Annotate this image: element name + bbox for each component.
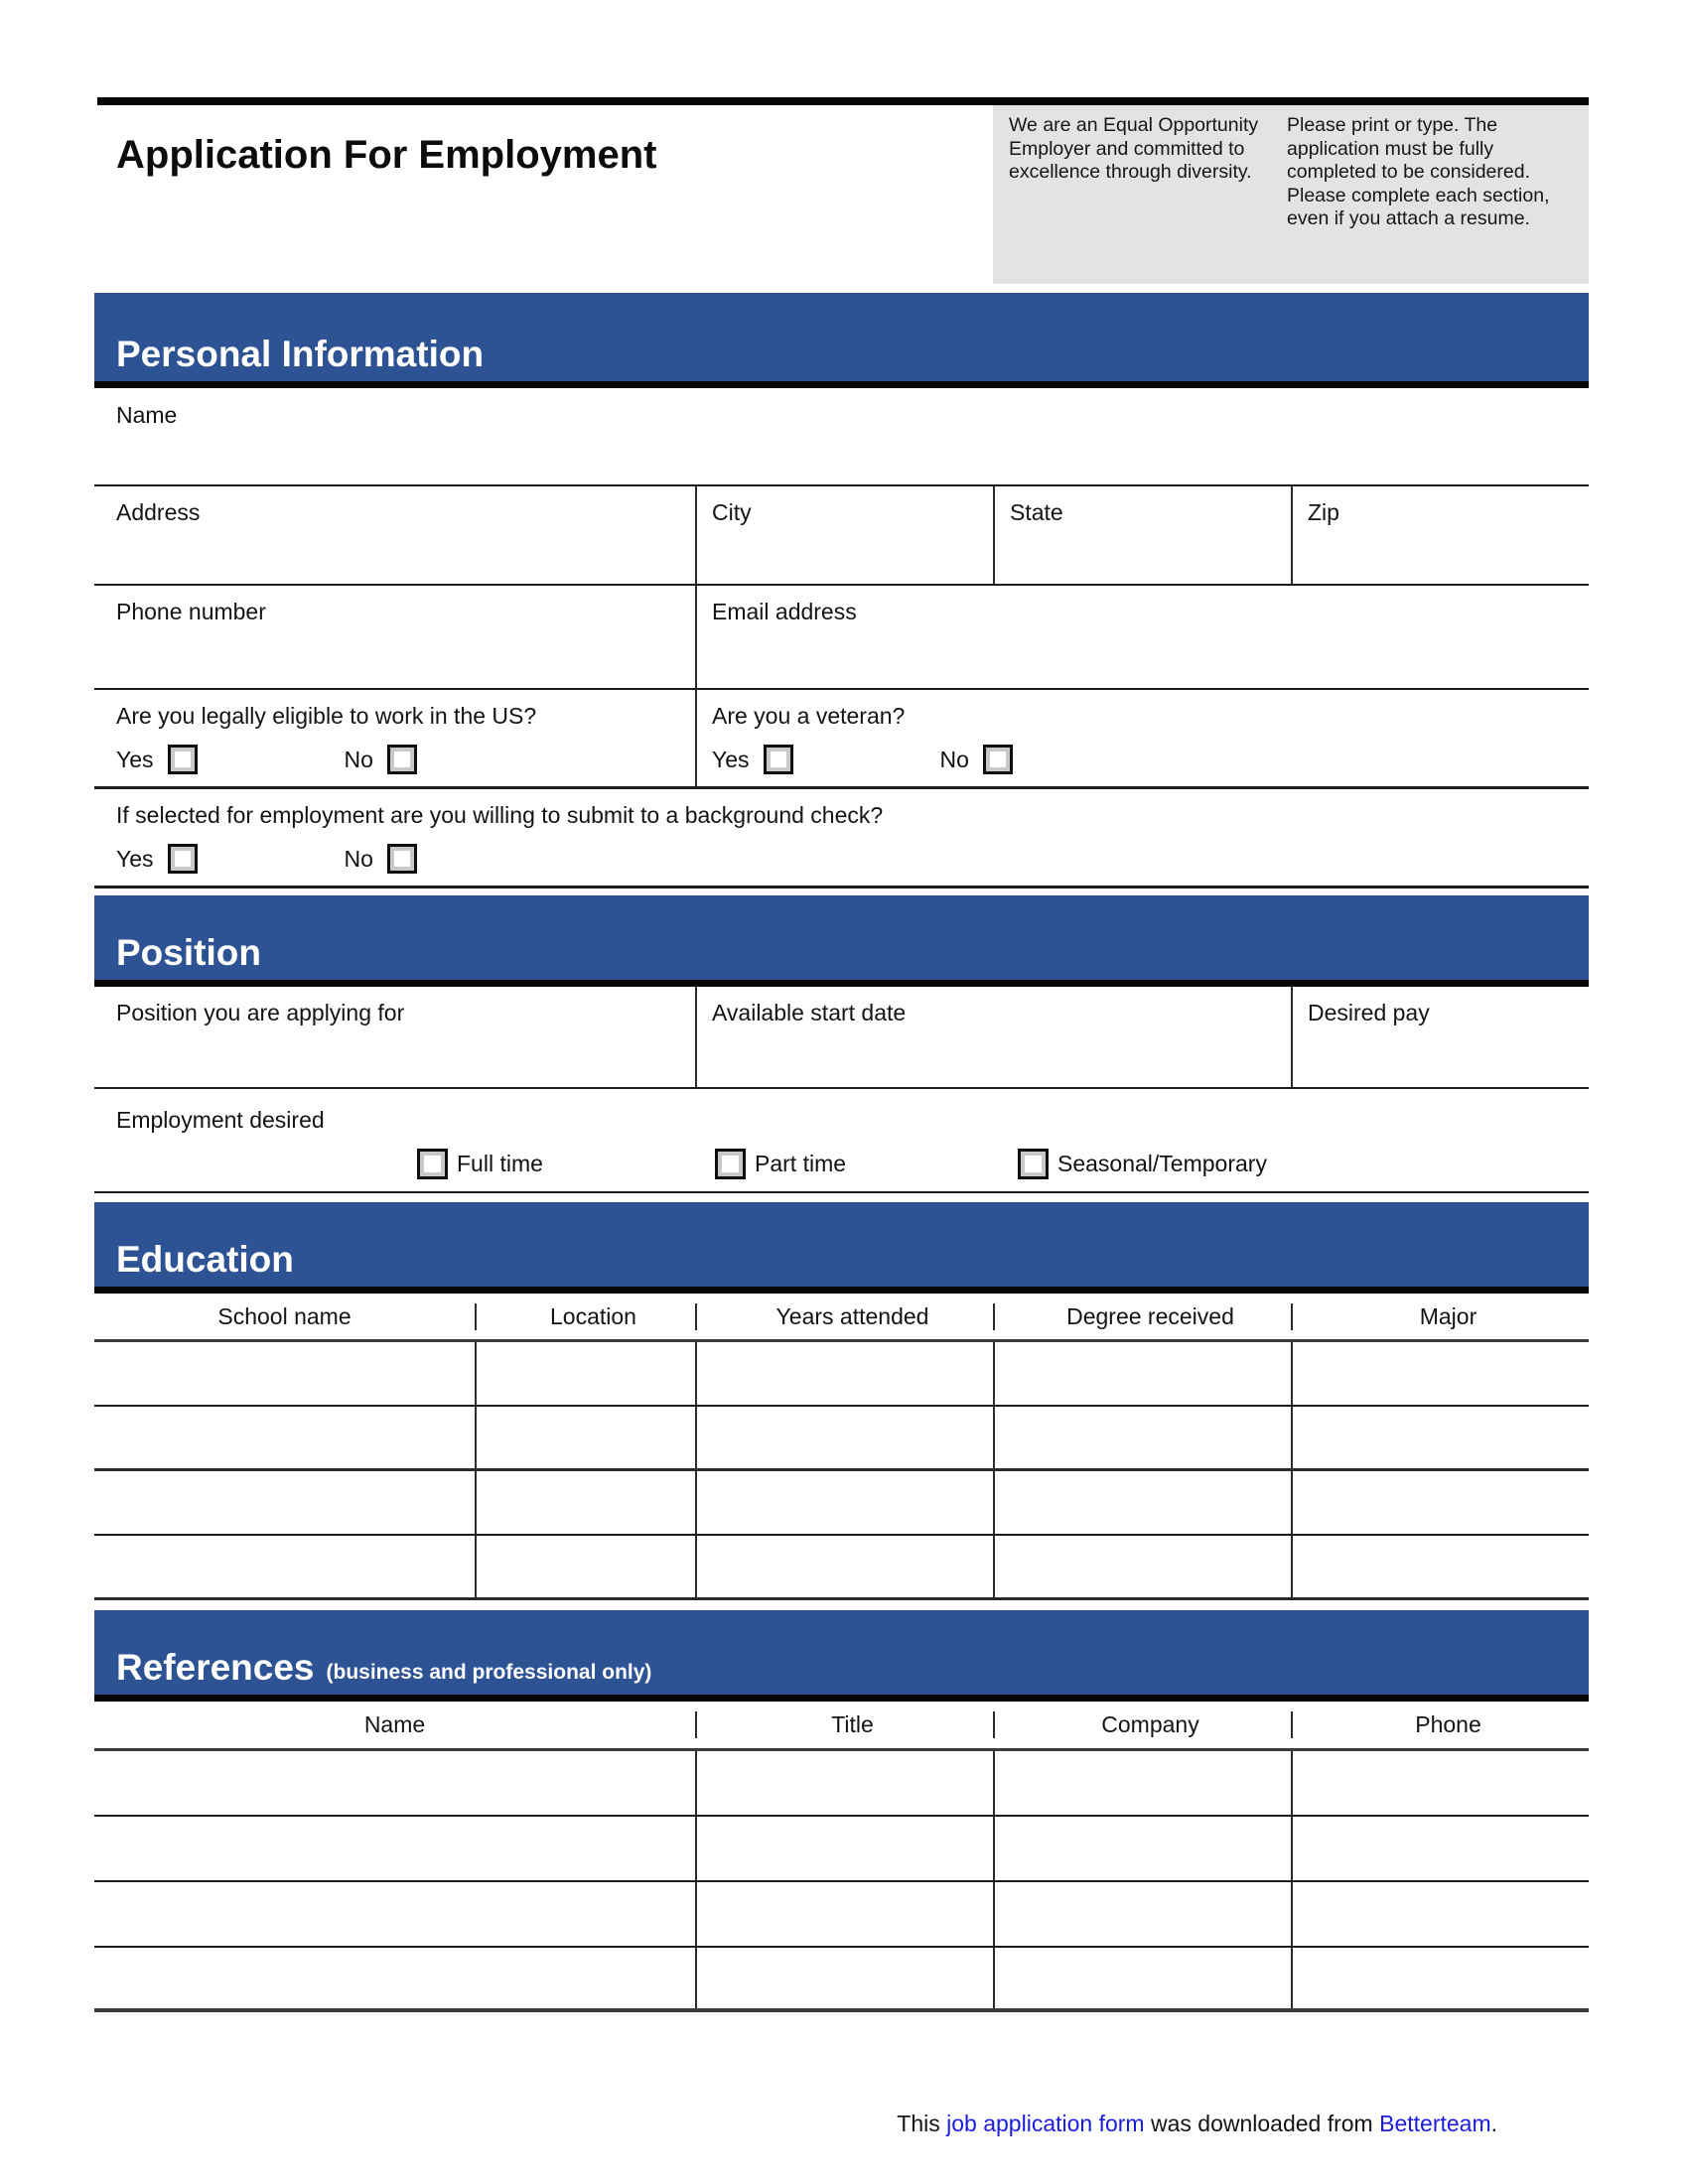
betterteam-link[interactable]: Betterteam: [1379, 2111, 1491, 2136]
education-cell[interactable]: [1291, 1342, 1589, 1405]
start-date-field[interactable]: [695, 987, 1291, 1087]
job-application-form-link[interactable]: job application form: [946, 2111, 1145, 2136]
footer-text: This: [897, 2111, 947, 2136]
column-header: Location: [475, 1303, 695, 1330]
column-header: Degree received: [993, 1303, 1291, 1330]
table-row: [94, 486, 1589, 586]
background-yes-checkbox[interactable]: [168, 844, 198, 874]
email-label: Email address: [712, 599, 857, 624]
address-label: Address: [116, 499, 201, 525]
references-row: [94, 1817, 1589, 1882]
table-row: [94, 789, 1589, 888]
footer-text: .: [1490, 2111, 1497, 2136]
table-row: [94, 690, 1589, 789]
eligible-question: Are you legally eligible to work in the US?: [116, 703, 537, 729]
column-header: School name: [217, 1302, 352, 1329]
full-time-checkbox[interactable]: [417, 1149, 448, 1179]
address-field[interactable]: [94, 486, 695, 584]
column-header: Phone: [1291, 1711, 1589, 1738]
notice-instructions-text: Please print or type. The application must be fully completed to be considered. Please complete each section, even if you attach a resume.: [1287, 114, 1550, 229]
column-header: Major: [1291, 1303, 1589, 1330]
education-cell[interactable]: [475, 1342, 695, 1405]
top-rule: [97, 97, 1589, 105]
education-cell[interactable]: [1291, 1471, 1589, 1534]
column-header: Title: [695, 1711, 993, 1738]
position-applying-field[interactable]: [94, 987, 695, 1087]
name-label: Name: [116, 402, 178, 428]
employment-desired-label: Employment desired: [116, 1107, 325, 1133]
name-field[interactable]: [94, 388, 1589, 484]
education-cell[interactable]: [475, 1471, 695, 1534]
eligible-question-cell: [94, 690, 695, 786]
education-row: [94, 1471, 1589, 1536]
education-row: [94, 1536, 1589, 1600]
education-cell[interactable]: [993, 1536, 1291, 1597]
full-time-label: Full time: [457, 1151, 543, 1176]
zip-field[interactable]: [1291, 486, 1589, 584]
part-time-option: [715, 1149, 846, 1179]
education-cell[interactable]: [695, 1536, 993, 1597]
yes-label: Yes: [116, 845, 154, 872]
reference-cell[interactable]: [94, 1751, 695, 1815]
education-cell[interactable]: [1291, 1407, 1589, 1468]
section-header-references: [94, 1610, 1589, 1702]
section-header-education: [94, 1202, 1589, 1294]
seasonal-temporary-label: Seasonal/Temporary: [1057, 1151, 1267, 1176]
references-row: [94, 1751, 1589, 1817]
yes-label: Yes: [712, 746, 750, 772]
full-time-option: [417, 1149, 543, 1179]
no-label: No: [939, 746, 969, 772]
reference-cell[interactable]: [695, 1817, 993, 1880]
education-cell[interactable]: [94, 1536, 475, 1597]
column-header: Company: [993, 1711, 1291, 1738]
seasonal-temporary-checkbox[interactable]: [1018, 1149, 1049, 1179]
education-cell[interactable]: [993, 1342, 1291, 1405]
position-applying-label: Position you are applying for: [116, 1000, 405, 1025]
no-label: No: [344, 746, 373, 772]
table-row: [94, 987, 1589, 1089]
references-row: [94, 1948, 1589, 2012]
education-cell[interactable]: [1291, 1536, 1589, 1597]
education-cell[interactable]: [993, 1407, 1291, 1468]
column-header: Years attended: [695, 1303, 993, 1330]
reference-cell[interactable]: [695, 1882, 993, 1946]
reference-cell[interactable]: [94, 1817, 695, 1880]
city-label: City: [712, 499, 752, 525]
eligible-no-checkbox[interactable]: [387, 745, 417, 774]
notice-box: [993, 105, 1589, 284]
education-row: [94, 1407, 1589, 1471]
section-header-personal-information: [94, 293, 1589, 388]
phone-field[interactable]: [94, 586, 695, 688]
state-field[interactable]: [993, 486, 1291, 584]
reference-cell[interactable]: [1291, 1751, 1589, 1815]
employment-desired-block: [94, 1089, 1589, 1193]
reference-cell[interactable]: [695, 1948, 993, 2008]
education-cell[interactable]: [695, 1342, 993, 1405]
seasonal-temporary-option: [1018, 1149, 1267, 1179]
reference-cell[interactable]: [993, 1948, 1291, 2008]
reference-cell[interactable]: [1291, 1948, 1589, 2008]
section-title: Personal Information: [116, 334, 485, 374]
veteran-no-checkbox[interactable]: [983, 745, 1013, 774]
veteran-question: Are you a veteran?: [712, 703, 906, 729]
background-check-question-cell: [94, 789, 1589, 886]
position-table: [94, 987, 1589, 1089]
references-header-row: [94, 1702, 1589, 1751]
no-label: No: [344, 845, 373, 872]
reference-cell[interactable]: [993, 1751, 1291, 1815]
veteran-yes-no-group: [712, 745, 1583, 774]
eligible-yes-no-group: [116, 745, 689, 774]
eligible-yes-checkbox[interactable]: [168, 745, 198, 774]
state-label: State: [1010, 499, 1063, 525]
reference-cell[interactable]: [1291, 1817, 1589, 1880]
references-row: [94, 1882, 1589, 1948]
veteran-yes-checkbox[interactable]: [764, 745, 793, 774]
education-row: [94, 1342, 1589, 1407]
desired-pay-label: Desired pay: [1308, 1000, 1430, 1025]
education-cell[interactable]: [94, 1407, 475, 1468]
education-cell[interactable]: [475, 1536, 695, 1597]
footer-text: was downloaded from: [1144, 2111, 1380, 2136]
yes-label: Yes: [116, 746, 154, 772]
education-cell[interactable]: [94, 1342, 475, 1405]
desired-pay-field[interactable]: [1291, 987, 1589, 1087]
veteran-question-cell: [695, 690, 1589, 786]
section-subtitle: (business and professional only): [326, 1661, 652, 1684]
background-no-checkbox[interactable]: [387, 844, 417, 874]
education-cell[interactable]: [993, 1471, 1291, 1534]
education-cell[interactable]: [695, 1407, 993, 1468]
reference-cell[interactable]: [94, 1882, 695, 1946]
start-date-label: Available start date: [712, 1000, 907, 1025]
phone-label: Phone number: [116, 599, 266, 624]
reference-cell[interactable]: [94, 1948, 695, 2008]
zip-label: Zip: [1308, 499, 1339, 525]
page-title: Application For Employment: [116, 133, 657, 177]
section-header-position: [94, 895, 1589, 987]
education-cell[interactable]: [475, 1407, 695, 1468]
education-header-row: [94, 1294, 1589, 1342]
part-time-label: Part time: [755, 1151, 847, 1176]
footer-credit: [94, 2111, 1589, 2137]
reference-cell[interactable]: [1291, 1882, 1589, 1946]
reference-cell[interactable]: [695, 1751, 993, 1815]
personal-info-table: [94, 484, 1589, 888]
city-field[interactable]: [695, 486, 993, 584]
part-time-checkbox[interactable]: [715, 1149, 746, 1179]
section-title: References: [116, 1647, 315, 1688]
education-table: [94, 1294, 1589, 1600]
background-yes-no-group: [116, 844, 1583, 874]
reference-cell[interactable]: [993, 1882, 1291, 1946]
section-title: Education: [116, 1239, 294, 1280]
references-table: [94, 1702, 1589, 2012]
column-header: Name: [363, 1711, 426, 1737]
email-field[interactable]: [695, 586, 1589, 688]
reference-cell[interactable]: [993, 1817, 1291, 1880]
education-cell[interactable]: [94, 1471, 475, 1534]
notice-eeo-text: We are an Equal Opportunity Employer and committed to excellence through diversity.: [1009, 114, 1259, 183]
background-check-question: If selected for employment are you willing to submit to a background check?: [116, 802, 884, 828]
table-row: [94, 586, 1589, 690]
education-cell[interactable]: [695, 1471, 993, 1534]
section-title: Position: [116, 932, 261, 973]
